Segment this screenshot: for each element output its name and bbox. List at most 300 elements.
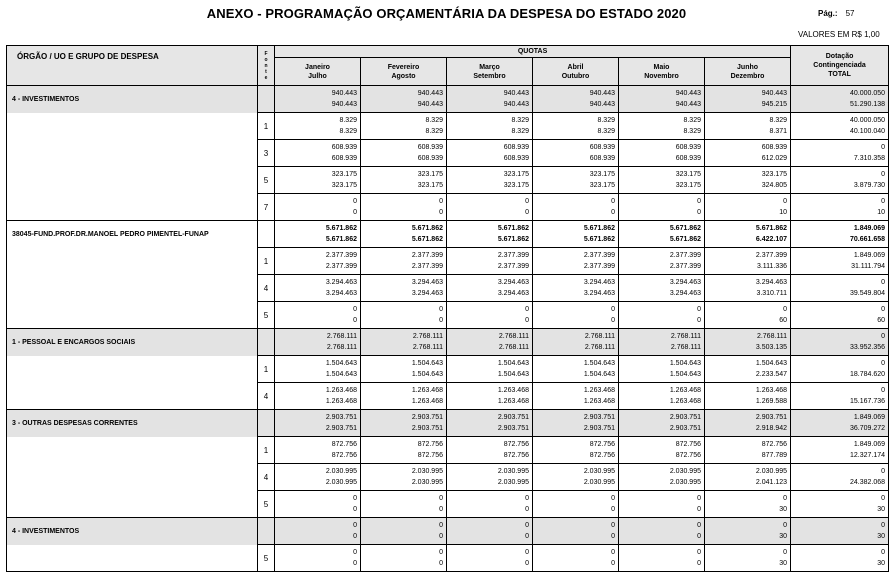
row-value-cell	[619, 545, 705, 572]
value-top: 0	[783, 549, 788, 556]
row-value-cell	[791, 275, 889, 302]
value-top: 0	[881, 495, 886, 502]
row-value-cell	[533, 545, 619, 572]
row-value-cell	[533, 437, 619, 464]
value-top: 0	[611, 495, 615, 502]
row-value-cell	[361, 410, 447, 437]
row-value-cell	[705, 383, 791, 410]
row-value-cell	[275, 113, 361, 140]
value-top: 40.000.050	[850, 90, 886, 97]
row-value-cell	[533, 248, 619, 275]
row-value-cell	[275, 167, 361, 194]
table-row	[7, 383, 889, 410]
value-bottom: 7.310.358	[853, 155, 886, 162]
row-value-cell	[619, 86, 705, 113]
row-value-cell	[533, 194, 619, 221]
value-bottom: 2.903.751	[325, 425, 357, 432]
value-top: 0	[439, 549, 443, 556]
row-value-cell	[791, 545, 889, 572]
value-top: 8.329	[683, 117, 701, 124]
row-value-cell	[447, 194, 533, 221]
row-value-cell	[361, 302, 447, 329]
row-value-cell	[361, 491, 447, 518]
row-value-cell	[619, 167, 705, 194]
value-top: 0	[611, 549, 615, 556]
value-bottom: 608.939	[331, 155, 357, 162]
value-bottom: 8.371	[769, 128, 788, 135]
row-fonte	[258, 518, 275, 545]
table-row	[7, 410, 889, 437]
col-month-2: Fevereiro Agosto	[361, 58, 447, 86]
value-bottom: 2.377.399	[325, 263, 357, 270]
value-top: 2.030.995	[755, 468, 788, 475]
row-value-cell	[705, 410, 791, 437]
row-value-cell	[447, 248, 533, 275]
value-bottom: 0	[697, 506, 701, 513]
value-top: 1.263.468	[755, 387, 788, 394]
value-top: 0	[881, 387, 886, 394]
table-row	[7, 113, 889, 140]
value-top: 1.263.468	[669, 387, 701, 394]
value-bottom: 1.504.643	[411, 371, 443, 378]
value-top: 2.030.995	[411, 468, 443, 475]
value-bottom: 2.377.399	[411, 263, 443, 270]
value-top: 1.504.643	[669, 360, 701, 367]
row-value-cell	[361, 221, 447, 248]
row-value-cell	[361, 464, 447, 491]
value-bottom: 2.030.995	[325, 479, 357, 486]
value-top: 2.768.111	[412, 333, 443, 340]
value-bottom: 324.805	[761, 182, 788, 189]
row-label	[7, 113, 258, 140]
value-top: 2.377.399	[583, 252, 615, 259]
row-value-cell	[447, 464, 533, 491]
value-bottom: 60	[779, 317, 788, 324]
value-bottom: 30	[877, 533, 886, 540]
value-bottom: 940.443	[675, 101, 701, 108]
value-bottom: 5.671.862	[411, 236, 443, 243]
value-bottom: 30	[779, 560, 788, 567]
value-bottom: 24.382.068	[850, 479, 886, 486]
value-top: 940.443	[331, 90, 357, 97]
row-label	[7, 194, 258, 221]
value-bottom: 0	[697, 533, 701, 540]
row-value-cell	[361, 86, 447, 113]
value-bottom: 2.030.995	[669, 479, 701, 486]
row-fonte: 5	[258, 491, 275, 518]
value-bottom: 2.903.751	[411, 425, 443, 432]
row-label: 3 - OUTRAS DESPESAS CORRENTES	[7, 410, 258, 437]
row-value-cell	[361, 167, 447, 194]
value-bottom: 30	[877, 506, 886, 513]
row-value-cell	[275, 491, 361, 518]
value-bottom: 940.443	[417, 101, 443, 108]
row-value-cell	[705, 302, 791, 329]
col-month-6: Junho Dezembro	[705, 58, 791, 86]
value-top: 0	[881, 468, 886, 475]
value-bottom: 0	[439, 209, 443, 216]
value-top: 2.903.751	[325, 414, 357, 421]
row-label	[7, 302, 258, 329]
row-value-cell	[791, 113, 889, 140]
value-top: 3.294.463	[325, 279, 357, 286]
value-bottom: 3.294.463	[497, 290, 529, 297]
row-fonte: 5	[258, 302, 275, 329]
value-top: 0	[881, 171, 886, 178]
row-fonte	[258, 86, 275, 113]
row-fonte: 1	[258, 248, 275, 275]
value-bottom: 8.329	[425, 128, 443, 135]
value-top: 3.294.463	[583, 279, 615, 286]
row-value-cell	[705, 437, 791, 464]
row-value-cell	[447, 383, 533, 410]
value-top: 3.294.463	[755, 279, 788, 286]
table-row	[7, 356, 889, 383]
table-row	[7, 194, 889, 221]
row-value-cell	[791, 167, 889, 194]
row-value-cell	[533, 113, 619, 140]
value-bottom: 3.294.463	[669, 290, 701, 297]
row-value-cell	[533, 329, 619, 356]
col-dotacao-header	[791, 46, 889, 86]
row-value-cell	[619, 518, 705, 545]
row-fonte: 5	[258, 545, 275, 572]
value-top: 872.756	[675, 441, 701, 448]
value-bottom: 5.671.862	[669, 236, 701, 243]
row-fonte	[258, 329, 275, 356]
value-top: 1.263.468	[583, 387, 615, 394]
value-top: 0	[611, 522, 615, 529]
value-top: 2.377.399	[755, 252, 788, 259]
value-bottom: 940.443	[503, 101, 529, 108]
row-value-cell	[533, 221, 619, 248]
row-fonte: 7	[258, 194, 275, 221]
value-bottom: 0	[439, 560, 443, 567]
value-bottom: 30	[779, 533, 788, 540]
value-bottom: 3.879.730	[853, 182, 886, 189]
row-label: 1 - PESSOAL E ENCARGOS SOCIAIS	[7, 329, 258, 356]
row-value-cell	[619, 302, 705, 329]
value-top: 2.377.399	[497, 252, 529, 259]
value-bottom: 0	[697, 317, 701, 324]
value-bottom: 608.939	[417, 155, 443, 162]
value-top: 1.849.069	[853, 441, 886, 448]
value-top: 940.443	[589, 90, 615, 97]
value-top: 0	[881, 360, 886, 367]
row-value-cell	[361, 545, 447, 572]
row-value-cell	[533, 86, 619, 113]
value-top: 0	[783, 306, 788, 313]
row-value-cell	[447, 140, 533, 167]
value-bottom: 323.175	[589, 182, 615, 189]
row-label	[7, 437, 258, 464]
row-value-cell	[705, 356, 791, 383]
value-top: 0	[881, 279, 886, 286]
row-value-cell	[791, 140, 889, 167]
value-bottom: 5.671.862	[583, 236, 615, 243]
row-value-cell	[533, 410, 619, 437]
row-value-cell	[533, 464, 619, 491]
row-fonte: 5	[258, 167, 275, 194]
table-row	[7, 221, 889, 248]
value-top: 323.175	[331, 171, 357, 178]
value-bottom: 323.175	[417, 182, 443, 189]
value-top: 2.768.111	[326, 333, 357, 340]
col-fonte-label: F o n t e	[264, 50, 268, 81]
value-top: 0	[525, 522, 529, 529]
value-top: 40.000.050	[850, 117, 886, 124]
row-value-cell	[791, 248, 889, 275]
row-value-cell	[447, 437, 533, 464]
row-value-cell	[447, 113, 533, 140]
col-fonte-header	[258, 46, 275, 86]
value-top: 2.903.751	[411, 414, 443, 421]
value-bottom: 3.503.135	[755, 344, 788, 351]
row-value-cell	[619, 221, 705, 248]
table-row	[7, 302, 889, 329]
row-fonte: 1	[258, 113, 275, 140]
col-org-header: ÓRGÃO / UO E GRUPO DE DESPESA	[7, 46, 258, 86]
value-top: 8.329	[769, 117, 788, 124]
row-value-cell	[275, 329, 361, 356]
value-bottom: 6.422.107	[755, 236, 788, 243]
value-bottom: 0	[611, 209, 615, 216]
value-top: 608.939	[675, 144, 701, 151]
value-bottom: 2.903.751	[583, 425, 615, 432]
value-bottom: 0	[353, 533, 357, 540]
value-top: 872.756	[331, 441, 357, 448]
value-bottom: 608.939	[503, 155, 529, 162]
value-bottom: 1.263.468	[325, 398, 357, 405]
table-row	[7, 491, 889, 518]
value-bottom: 323.175	[331, 182, 357, 189]
value-bottom: 0	[611, 317, 615, 324]
row-value-cell	[705, 518, 791, 545]
value-bottom: 15.167.736	[850, 398, 886, 405]
row-fonte	[258, 410, 275, 437]
value-bottom: 0	[525, 560, 529, 567]
value-top: 608.939	[761, 144, 788, 151]
total-label: TOTAL	[828, 71, 851, 78]
row-value-cell	[791, 194, 889, 221]
row-value-cell	[705, 464, 791, 491]
table-row	[7, 545, 889, 572]
value-bottom: 5.671.862	[497, 236, 529, 243]
row-value-cell	[791, 410, 889, 437]
row-value-cell	[791, 86, 889, 113]
value-bottom: 2.768.111	[326, 344, 357, 351]
value-bottom: 2.233.547	[755, 371, 788, 378]
row-label	[7, 167, 258, 194]
value-top: 8.329	[425, 117, 443, 124]
value-top: 2.903.751	[497, 414, 529, 421]
row-label	[7, 275, 258, 302]
value-bottom: 2.768.111	[670, 344, 701, 351]
table-row	[7, 329, 889, 356]
value-top: 0	[783, 198, 788, 205]
row-value-cell	[533, 491, 619, 518]
row-label: 4 - INVESTIMENTOS	[7, 86, 258, 113]
row-value-cell	[533, 140, 619, 167]
value-bottom: 0	[439, 533, 443, 540]
row-value-cell	[447, 356, 533, 383]
table-row	[7, 437, 889, 464]
row-value-cell	[705, 113, 791, 140]
row-value-cell	[619, 113, 705, 140]
value-bottom: 8.329	[683, 128, 701, 135]
row-value-cell	[275, 518, 361, 545]
value-top: 323.175	[417, 171, 443, 178]
table-row	[7, 248, 889, 275]
value-top: 323.175	[503, 171, 529, 178]
value-bottom: 2.041.123	[755, 479, 788, 486]
row-label	[7, 464, 258, 491]
value-bottom: 0	[611, 533, 615, 540]
value-bottom: 2.768.111	[584, 344, 615, 351]
row-value-cell	[619, 329, 705, 356]
row-value-cell	[791, 464, 889, 491]
value-top: 2.030.995	[583, 468, 615, 475]
row-value-cell	[447, 275, 533, 302]
value-top: 872.756	[417, 441, 443, 448]
value-top: 940.443	[417, 90, 443, 97]
dotacao-label: Dotação	[825, 53, 854, 60]
row-value-cell	[705, 86, 791, 113]
row-value-cell	[361, 437, 447, 464]
value-bottom: 1.263.468	[583, 398, 615, 405]
row-value-cell	[275, 194, 361, 221]
value-top: 0	[439, 495, 443, 502]
value-top: 608.939	[589, 144, 615, 151]
row-value-cell	[275, 356, 361, 383]
row-value-cell	[533, 167, 619, 194]
value-bottom: 8.329	[597, 128, 615, 135]
value-top: 872.756	[589, 441, 615, 448]
row-value-cell	[447, 491, 533, 518]
row-value-cell	[275, 275, 361, 302]
value-bottom: 940.443	[331, 101, 357, 108]
row-value-cell	[361, 275, 447, 302]
value-top: 2.768.111	[584, 333, 615, 340]
value-top: 0	[697, 198, 701, 205]
value-bottom: 612.029	[761, 155, 788, 162]
value-top: 5.671.862	[755, 225, 788, 232]
value-bottom: 0	[439, 506, 443, 513]
value-top: 0	[697, 306, 701, 313]
row-value-cell	[361, 194, 447, 221]
value-bottom: 8.329	[511, 128, 529, 135]
value-top: 0	[697, 495, 701, 502]
row-value-cell	[361, 248, 447, 275]
row-value-cell	[791, 518, 889, 545]
value-bottom: 2.903.751	[497, 425, 529, 432]
row-value-cell	[705, 275, 791, 302]
value-top: 0	[525, 198, 529, 205]
value-top: 2.377.399	[669, 252, 701, 259]
row-value-cell	[619, 464, 705, 491]
value-top: 1.849.069	[853, 252, 886, 259]
value-bottom: 3.294.463	[583, 290, 615, 297]
value-top: 1.849.069	[853, 225, 886, 232]
value-top: 3.294.463	[411, 279, 443, 286]
value-bottom: 33.952.356	[850, 344, 886, 351]
row-value-cell	[447, 167, 533, 194]
row-value-cell	[361, 383, 447, 410]
value-bottom: 39.549.804	[850, 290, 886, 297]
row-value-cell	[619, 437, 705, 464]
row-label	[7, 356, 258, 383]
value-bottom: 18.784.620	[850, 371, 886, 378]
row-value-cell	[791, 491, 889, 518]
value-top: 5.671.862	[669, 225, 701, 232]
row-value-cell	[791, 383, 889, 410]
value-bottom: 2.903.751	[669, 425, 701, 432]
value-bottom: 0	[611, 506, 615, 513]
value-top: 1.504.643	[497, 360, 529, 367]
value-bottom: 1.263.468	[669, 398, 701, 405]
row-label: 38045-FUND.PROF.DR.MANOEL PEDRO PIMENTEL-FUNAP	[7, 221, 258, 248]
value-bottom: 10	[877, 209, 886, 216]
row-label	[7, 383, 258, 410]
value-bottom: 2.377.399	[497, 263, 529, 270]
value-top: 0	[697, 549, 701, 556]
row-value-cell	[533, 302, 619, 329]
value-bottom: 0	[697, 209, 701, 216]
row-value-cell	[533, 275, 619, 302]
row-value-cell	[533, 518, 619, 545]
col-month-5: Maio Novembro	[619, 58, 705, 86]
value-top: 323.175	[761, 171, 788, 178]
value-top: 0	[611, 198, 615, 205]
row-value-cell	[791, 356, 889, 383]
value-bottom: 0	[697, 560, 701, 567]
value-bottom: 0	[611, 560, 615, 567]
row-value-cell	[705, 221, 791, 248]
value-top: 0	[353, 495, 357, 502]
row-value-cell	[791, 302, 889, 329]
row-value-cell	[533, 356, 619, 383]
value-top: 2.377.399	[325, 252, 357, 259]
value-top: 323.175	[675, 171, 701, 178]
value-top: 2.768.111	[756, 333, 788, 340]
value-top: 2.030.995	[669, 468, 701, 475]
value-bottom: 12.327.174	[850, 452, 886, 459]
row-value-cell	[447, 221, 533, 248]
value-bottom: 0	[353, 317, 357, 324]
value-top: 1.504.643	[583, 360, 615, 367]
value-bottom: 872.756	[675, 452, 701, 459]
budget-table	[6, 45, 889, 572]
value-top: 323.175	[589, 171, 615, 178]
row-value-cell	[619, 410, 705, 437]
row-value-cell	[275, 383, 361, 410]
value-bottom: 40.100.040	[850, 128, 886, 135]
page-number: 57	[845, 9, 855, 18]
value-bottom: 2.377.399	[669, 263, 701, 270]
value-top: 0	[881, 144, 886, 151]
value-top: 872.756	[761, 441, 788, 448]
row-label	[7, 545, 258, 572]
table-header	[7, 46, 889, 86]
row-value-cell	[791, 437, 889, 464]
row-fonte: 3	[258, 140, 275, 167]
row-value-cell	[619, 248, 705, 275]
value-bottom: 1.504.643	[325, 371, 357, 378]
table-row	[7, 275, 889, 302]
value-top: 940.443	[761, 90, 788, 97]
row-value-cell	[275, 545, 361, 572]
row-value-cell	[705, 167, 791, 194]
